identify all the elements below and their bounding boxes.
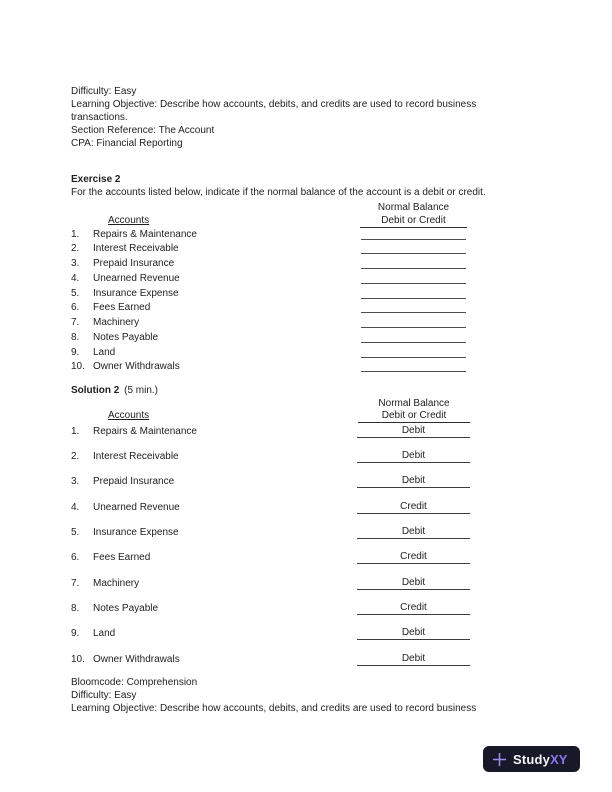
solution-row xyxy=(71,653,541,678)
meta-top xyxy=(71,86,541,151)
solution-accounts-header: Accounts xyxy=(108,410,150,421)
account-label: Interest Receivable xyxy=(93,450,179,462)
answer-blank-line xyxy=(361,317,466,328)
account-label: Prepaid Insurance xyxy=(93,258,175,269)
exercise-intro: For the accounts listed below, indicate if the normal balance of the account is a debit or credit. xyxy=(71,187,486,198)
account-label: Notes Payable xyxy=(93,602,159,614)
row-number: 4. xyxy=(71,501,80,513)
answer-blank-line xyxy=(361,243,466,254)
row-number: 10. xyxy=(71,361,85,373)
meta-line: Learning Objective: Describe how accounts, debits, and credits are used to record business xyxy=(71,98,477,110)
solution-row xyxy=(71,425,541,450)
meta-line: Difficulty: Easy xyxy=(71,86,137,97)
row-number: 6. xyxy=(71,302,80,314)
account-label: Repairs & Maintenance xyxy=(93,228,197,240)
account-label: Repairs & Maintenance xyxy=(93,425,197,437)
answer-blank-line xyxy=(361,258,466,269)
account-label: Land xyxy=(93,628,116,640)
account-label: Land xyxy=(93,346,116,358)
account-label: Unearned Revenue xyxy=(93,272,180,284)
account-label: Insurance Expense xyxy=(93,287,179,299)
solution-list xyxy=(71,425,541,678)
row-number: 5. xyxy=(71,287,80,299)
exercise-row xyxy=(71,302,541,317)
solution-row xyxy=(71,450,541,475)
answer-value: Debit xyxy=(357,475,470,488)
account-label: Machinery xyxy=(93,317,140,328)
exercise-row xyxy=(71,243,541,258)
account-label: Owner Withdrawals xyxy=(93,361,180,373)
row-number: 1. xyxy=(71,228,80,240)
answer-value: Credit xyxy=(357,551,470,564)
account-label: Prepaid Insurance xyxy=(93,476,175,488)
solution-row xyxy=(71,501,541,526)
studyxy-logo-badge xyxy=(483,746,580,772)
row-number: 9. xyxy=(71,628,80,640)
exercise-row xyxy=(71,288,541,303)
solution-col-header-normal-balance: Normal Balance xyxy=(378,398,450,409)
account-label: Fees Earned xyxy=(93,552,151,564)
exercise-row xyxy=(71,258,541,273)
answer-blank-line xyxy=(361,273,466,284)
row-number: 6. xyxy=(71,552,80,564)
account-label: Owner Withdrawals xyxy=(93,653,180,665)
meta-line: CPA: Financial Reporting xyxy=(71,137,183,149)
answer-blank-line xyxy=(361,347,466,358)
solution-row xyxy=(71,475,541,500)
answer-value: Debit xyxy=(357,450,470,463)
answer-blank-line xyxy=(361,229,466,240)
exercise-row xyxy=(71,229,541,244)
solution-col-header-debit-or-credit: Debit or Credit xyxy=(358,410,470,423)
row-number: 1. xyxy=(71,425,80,437)
answer-blank-line xyxy=(361,288,466,299)
solution-row xyxy=(71,627,541,652)
account-label: Interest Receivable xyxy=(93,243,179,255)
account-label: Unearned Revenue xyxy=(93,501,180,513)
account-label: Fees Earned xyxy=(93,302,151,314)
row-number: 3. xyxy=(71,476,80,488)
meta-line: Learning Objective: Describe how accounts, debits, and credits are used to record business xyxy=(71,702,477,714)
meta-bottom xyxy=(71,677,541,716)
solution-row xyxy=(71,526,541,551)
account-label: Insurance Expense xyxy=(93,526,179,538)
row-number: 2. xyxy=(71,243,80,255)
exercise-list xyxy=(71,229,541,377)
row-number: 5. xyxy=(71,526,80,538)
account-label: Machinery xyxy=(93,577,140,589)
exercise-row xyxy=(71,347,541,362)
answer-blank-line xyxy=(361,361,466,372)
exercise-col-header-normal-balance: Normal Balance xyxy=(377,202,450,213)
row-number: 4. xyxy=(71,272,80,284)
row-number: 8. xyxy=(71,331,80,343)
solution-title-line xyxy=(71,385,158,396)
row-number: 7. xyxy=(71,577,80,589)
exercise-row xyxy=(71,317,541,332)
row-number: 3. xyxy=(71,258,80,269)
exercise-col-header-debit-or-credit: Debit or Credit xyxy=(360,215,467,228)
row-number: 7. xyxy=(71,317,80,328)
row-number: 2. xyxy=(71,450,80,462)
brand-accent-text: XY xyxy=(550,751,568,767)
answer-value: Debit xyxy=(357,526,470,539)
answer-blank-line xyxy=(361,332,466,343)
exercise-accounts-header: Accounts xyxy=(108,215,150,226)
row-number: 10. xyxy=(71,653,85,665)
row-number: 9. xyxy=(71,346,80,358)
meta-line: Section Reference: The Account xyxy=(71,124,215,136)
answer-value: Debit xyxy=(357,653,470,666)
exercise-row xyxy=(71,332,541,347)
answer-value: Debit xyxy=(357,577,470,590)
meta-line: transactions. xyxy=(71,111,128,123)
brand-text: Study xyxy=(513,751,551,767)
plus-icon xyxy=(492,752,507,767)
answer-value: Credit xyxy=(357,501,470,514)
answer-value: Debit xyxy=(357,425,470,438)
answer-blank-line xyxy=(361,302,466,313)
answer-value: Credit xyxy=(357,602,470,615)
meta-line: Bloomcode: Comprehension xyxy=(71,677,198,688)
solution-duration: (5 min.) xyxy=(124,385,159,396)
meta-line: Difficulty: Easy xyxy=(71,689,137,701)
exercise-row xyxy=(71,361,541,376)
row-number: 8. xyxy=(71,602,80,614)
exercise-title: Exercise 2 xyxy=(71,174,121,185)
answer-value: Debit xyxy=(357,627,470,640)
exercise-row xyxy=(71,273,541,288)
solution-row xyxy=(71,602,541,627)
solution-row xyxy=(71,551,541,576)
account-label: Notes Payable xyxy=(93,331,159,343)
solution-title: Solution 2 xyxy=(71,385,120,396)
solution-row xyxy=(71,577,541,602)
